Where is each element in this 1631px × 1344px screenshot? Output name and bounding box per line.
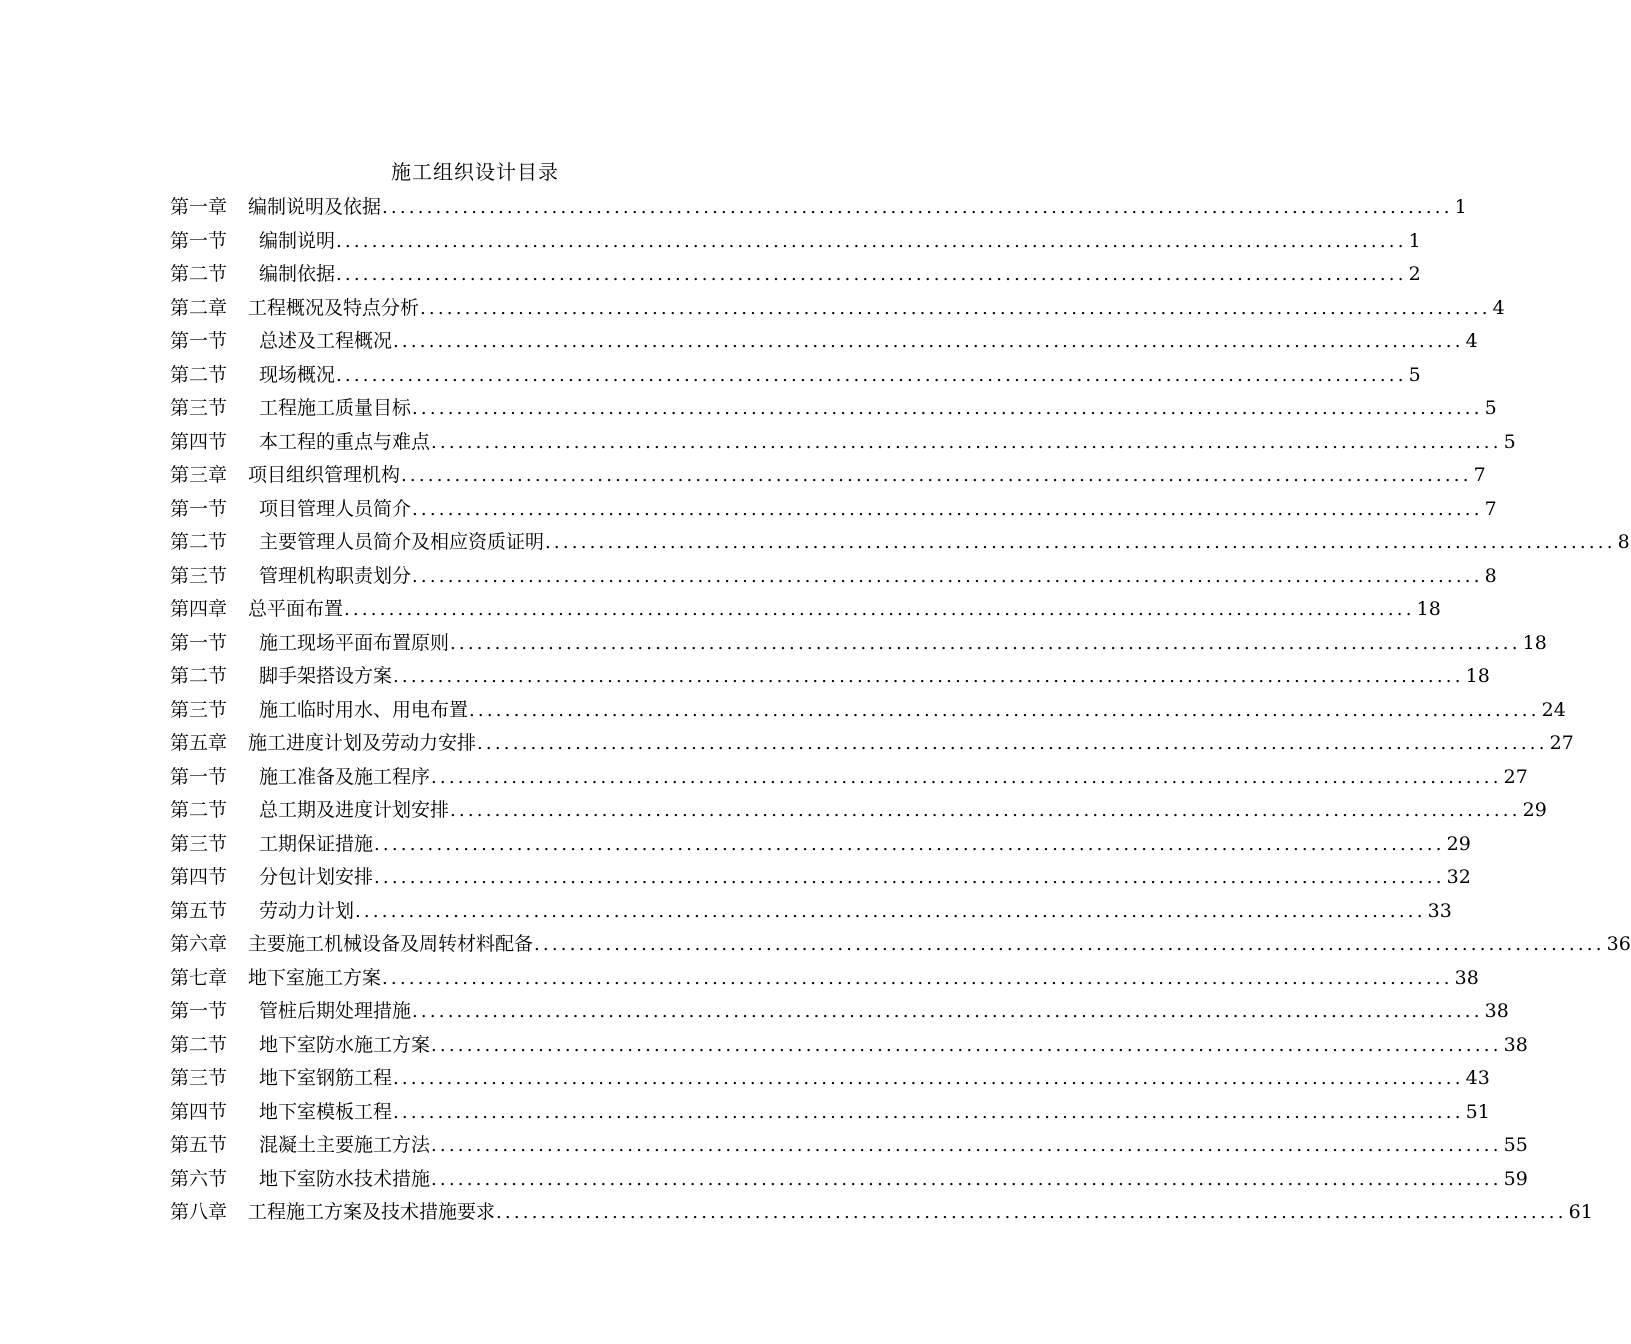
toc-entry-label: 第二节	[170, 531, 228, 553]
toc-dot-leader: ........................................................................................................................	[420, 297, 1491, 319]
toc-entry-title: 项目组织管理机构	[248, 464, 401, 486]
toc-entry-title: 施工进度计划及劳动力安排	[248, 732, 477, 754]
toc-dot-leader: ........................................................................................................................	[393, 666, 1464, 687]
toc-entry-label: 第五章	[170, 732, 228, 754]
toc-page-number: 43	[1465, 1067, 1490, 1089]
toc-entry-title: 总平面布置	[248, 598, 344, 620]
toc-section-entry[interactable]	[170, 1062, 1490, 1096]
toc-dot-leader: ........................................................................................................................	[412, 565, 1483, 587]
toc-entry-label: 第二章	[170, 296, 228, 319]
toc-entry-title: 工程施工质量目标	[259, 397, 412, 419]
toc-entry-label: 第三节	[170, 698, 228, 721]
toc-entry-title: 编制说明	[259, 229, 336, 252]
toc-section-entry[interactable]	[170, 258, 1421, 292]
toc-page-number: 33	[1427, 899, 1452, 922]
toc-entry-title: 地下室防水施工方案	[259, 1033, 431, 1056]
toc-section-entry[interactable]	[170, 560, 1497, 594]
toc-dot-leader: ........................................................................................................................	[382, 197, 1453, 218]
toc-entry-label: 第一章	[170, 196, 228, 218]
toc-section-entry[interactable]	[170, 794, 1547, 828]
toc-chapter-entry[interactable]	[170, 593, 1441, 627]
toc-dot-leader: ........................................................................................................................	[496, 1202, 1567, 1223]
toc-dot-leader: ........................................................................................................................	[344, 599, 1415, 620]
toc-dot-leader: ........................................................................................................................	[431, 1135, 1502, 1156]
toc-section-entry[interactable]	[170, 1029, 1528, 1063]
toc-dot-leader: ........................................................................................................................	[393, 331, 1464, 352]
toc-page-number: 27	[1503, 765, 1528, 788]
toc-dot-leader: ........................................................................................................................	[431, 1034, 1502, 1056]
toc-page-number: 38	[1484, 1000, 1509, 1022]
toc-dot-leader: ........................................................................................................................	[450, 632, 1521, 654]
toc-entry-title: 地下室施工方案	[248, 966, 382, 989]
toc-page-number: 5	[1503, 430, 1516, 453]
toc-section-entry[interactable]	[170, 1129, 1528, 1163]
toc-entry-label: 第二节	[170, 263, 228, 285]
toc-entry-title: 工程施工方案及技术措施要求	[248, 1201, 496, 1223]
toc-entry-label: 第三节	[170, 832, 228, 855]
toc-entry-title: 地下室模板工程	[259, 1100, 393, 1123]
toc-page-number: 18	[1465, 665, 1490, 687]
toc-entry-label: 第一节	[170, 1000, 228, 1022]
toc-chapter-entry[interactable]	[170, 727, 1574, 761]
toc-page-number: 38	[1503, 1033, 1528, 1056]
toc-entry-label: 第一节	[170, 229, 228, 252]
toc-entry-label: 第三节	[170, 564, 228, 587]
toc-dot-leader: ........................................................................................................................	[336, 364, 1407, 386]
toc-entry-title: 本工程的重点与难点	[259, 430, 431, 453]
toc-entry-label: 第五节	[170, 899, 228, 922]
toc-dot-leader: ........................................................................................................................	[412, 398, 1483, 419]
toc-page-number: 29	[1446, 832, 1471, 855]
toc-dot-leader: ........................................................................................................................	[412, 498, 1483, 520]
toc-entry-label: 第二节	[170, 665, 228, 687]
toc-section-entry[interactable]	[170, 493, 1497, 527]
toc-page-number: 4	[1465, 330, 1478, 352]
toc-entry-label: 第四节	[170, 866, 228, 888]
toc-chapter-entry[interactable]	[170, 459, 1486, 493]
toc-section-entry[interactable]	[170, 828, 1471, 862]
toc-entry-title: 分包计划安排	[259, 866, 374, 888]
toc-entry-title: 混凝土主要施工方法	[259, 1134, 431, 1156]
toc-entry-label: 第四节	[170, 1100, 228, 1123]
toc-dot-leader: ........................................................................................................................	[355, 900, 1426, 922]
toc-entry-title: 总述及工程概况	[259, 330, 393, 352]
toc-entry-label: 第一节	[170, 631, 228, 654]
toc-dot-leader: ........................................................................................................................	[450, 800, 1521, 821]
toc-entry-label: 第七章	[170, 966, 228, 989]
toc-section-entry[interactable]	[170, 526, 1630, 560]
toc-section-entry[interactable]	[170, 627, 1547, 661]
toc-section-entry[interactable]	[170, 861, 1471, 895]
toc-entry-label: 第三节	[170, 1067, 228, 1089]
toc-dot-leader: ........................................................................................................................	[382, 967, 1453, 989]
toc-entry-title: 编制说明及依据	[248, 196, 382, 218]
toc-entry-label: 第二节	[170, 1033, 228, 1056]
toc-entry-label: 第一节	[170, 497, 228, 520]
toc-entry-title: 总工期及进度计划安排	[259, 799, 450, 821]
toc-page-number: 8	[1484, 564, 1497, 587]
toc-page-number: 51	[1465, 1100, 1490, 1123]
toc-entry-title: 劳动力计划	[259, 899, 355, 922]
toc-entry-title: 主要管理人员简介及相应资质证明	[259, 531, 545, 553]
toc-entry-label: 第三章	[170, 464, 228, 486]
toc-entry-title: 施工现场平面布置原则	[259, 631, 450, 654]
toc-page-number: 61	[1568, 1201, 1593, 1223]
toc-entry-title: 施工临时用水、用电布置	[259, 698, 469, 721]
toc-dot-leader: ........................................................................................................................	[393, 1101, 1464, 1123]
toc-section-entry[interactable]	[170, 225, 1421, 259]
toc-page-number: 1	[1454, 196, 1467, 218]
toc-page-number: 27	[1549, 732, 1574, 754]
toc-entry-label: 第五节	[170, 1134, 228, 1156]
toc-section-entry[interactable]	[170, 895, 1452, 929]
toc-entry-label: 第一节	[170, 330, 228, 352]
toc-chapter-entry[interactable]	[170, 928, 1631, 962]
toc-page-number: 18	[1522, 631, 1547, 654]
toc-section-entry[interactable]	[170, 1163, 1528, 1197]
toc-entry-label: 第一节	[170, 765, 228, 788]
toc-section-entry[interactable]	[170, 694, 1566, 728]
page-title: 施工组织设计目录	[391, 160, 559, 184]
toc-dot-leader: ........................................................................................................................	[374, 833, 1445, 855]
toc-section-entry[interactable]	[170, 426, 1516, 460]
toc-entry-title: 编制依据	[259, 263, 336, 285]
toc-section-entry[interactable]	[170, 1096, 1490, 1130]
toc-page-number: 59	[1503, 1167, 1528, 1190]
toc-entry-title: 现场概况	[259, 363, 336, 386]
toc-page-number: 55	[1503, 1134, 1528, 1156]
toc-page-number: 24	[1541, 698, 1566, 721]
toc-section-entry[interactable]	[170, 359, 1421, 393]
toc-dot-leader: ........................................................................................................................	[431, 766, 1502, 788]
toc-section-entry[interactable]	[170, 761, 1528, 795]
toc-page-number: 1	[1408, 229, 1421, 252]
toc-entry-title: 管理机构职责划分	[259, 564, 412, 587]
toc-entry-label: 第三节	[170, 397, 228, 419]
toc-page-number: 36	[1606, 933, 1631, 955]
toc-dot-leader: ........................................................................................................................	[412, 1001, 1483, 1022]
toc-chapter-entry[interactable]	[170, 962, 1479, 996]
toc-page-number: 38	[1454, 966, 1479, 989]
toc-dot-leader: ........................................................................................................................	[374, 867, 1445, 888]
toc-page-number: 5	[1484, 397, 1497, 419]
toc-entry-title: 地下室防水技术措施	[259, 1167, 431, 1190]
toc-section-entry[interactable]	[170, 392, 1497, 426]
toc-page-number: 2	[1408, 263, 1421, 285]
toc-entry-title: 地下室钢筋工程	[259, 1067, 393, 1089]
toc-chapter-entry[interactable]	[170, 1196, 1593, 1230]
toc-dot-leader: ........................................................................................................................	[336, 264, 1407, 285]
toc-dot-leader: ........................................................................................................................	[431, 1168, 1502, 1190]
toc-dot-leader: ........................................................................................................................	[336, 230, 1407, 252]
toc-page-number: 4	[1492, 296, 1505, 319]
toc-entry-title: 管桩后期处理措施	[259, 1000, 412, 1022]
toc-dot-leader: ........................................................................................................................	[469, 699, 1540, 721]
toc-entry-title: 项目管理人员简介	[259, 497, 412, 520]
toc-page-number: 8	[1617, 531, 1630, 553]
toc-entry-label: 第六节	[170, 1167, 228, 1190]
toc-page-number: 29	[1522, 799, 1547, 821]
toc-page-number: 32	[1446, 866, 1471, 888]
toc-entry-label: 第二节	[170, 799, 228, 821]
toc-dot-leader: ........................................................................................................................	[393, 1068, 1464, 1089]
toc-page-number: 5	[1408, 363, 1421, 386]
toc-section-entry[interactable]	[170, 660, 1490, 694]
toc-entry-label: 第八章	[170, 1201, 228, 1223]
toc-dot-leader: ........................................................................................................................	[431, 431, 1502, 453]
toc-page-number: 7	[1473, 464, 1486, 486]
toc-entry-title: 脚手架搭设方案	[259, 665, 393, 687]
toc-entry-title: 施工准备及施工程序	[259, 765, 431, 788]
toc-dot-leader: ........................................................................................................................	[545, 532, 1616, 553]
toc-dot-leader: ........................................................................................................................	[534, 934, 1605, 955]
toc-chapter-entry[interactable]	[170, 292, 1505, 326]
toc-entry-title: 工期保证措施	[259, 832, 374, 855]
toc-section-entry[interactable]	[170, 325, 1478, 359]
toc-dot-leader: ........................................................................................................................	[477, 733, 1548, 754]
toc-entry-label: 第二节	[170, 363, 228, 386]
toc-section-entry[interactable]	[170, 995, 1509, 1029]
toc-entry-label: 第四章	[170, 598, 228, 620]
toc-page-number: 18	[1416, 598, 1441, 620]
toc-dot-leader: ........................................................................................................................	[401, 465, 1472, 486]
toc-page-number: 7	[1484, 497, 1497, 520]
table-of-contents	[170, 191, 1631, 1230]
toc-entry-label: 第四节	[170, 430, 228, 453]
toc-entry-label: 第六章	[170, 933, 228, 955]
toc-entry-title: 工程概况及特点分析	[248, 296, 420, 319]
toc-entry-title: 主要施工机械设备及周转材料配备	[248, 933, 534, 955]
toc-chapter-entry[interactable]	[170, 191, 1467, 225]
